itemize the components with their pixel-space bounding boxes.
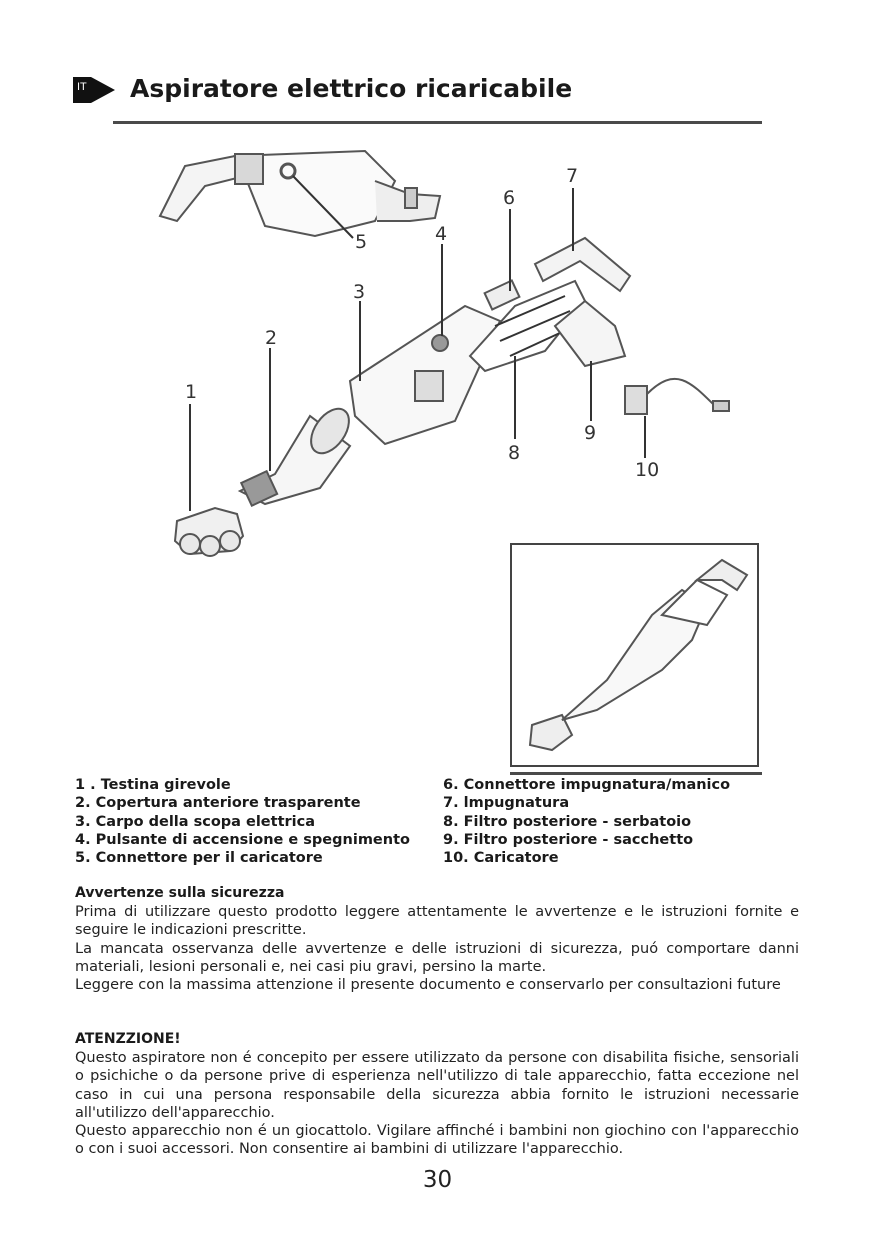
assembled-view-inset <box>510 543 759 767</box>
part-item: 2. Copertura anteriore trasparente <box>75 795 361 812</box>
handle-connector-illustration <box>485 281 520 310</box>
safety-paragraph: Leggere con la massima attenzione il presente documento e conservarlo per consultazioni future <box>75 977 781 994</box>
part-item: 10. Caricatore <box>443 850 559 867</box>
part-item: 7. lmpugnatura <box>443 795 570 812</box>
callout-7: 7 <box>566 165 579 187</box>
top-rule <box>113 121 762 124</box>
part-item: 4. Pulsante di accensione e spegnimento <box>75 831 410 848</box>
language-badge <box>73 77 115 103</box>
safety-paragraph: Prima di utilizzare questo prodotto leggere attentamente le avvertenze e le istruzioni fornite e seguire le indicazioni prescritte. <box>75 904 799 939</box>
callout-6: 6 <box>503 187 516 209</box>
front-cover-illustration <box>240 402 357 506</box>
attention-paragraph: Questo aspiratore non é concepito per essere utilizzato da persone con disabilita fisiche, sensoriali o psichiche o da persone prive di esperienza nell'utilizzo di tale apparecchio, fatta eccezione nel caso in cui una persona responsabile della sicurezza abbia fornito le istruzioni necessarie all'utilizzo dell'apparecchio. <box>75 1050 799 1121</box>
callout-1: 1 <box>185 381 198 403</box>
part-item: 9. Filtro posteriore - sacchetto <box>443 831 694 848</box>
attention-text <box>75 1049 799 1159</box>
vacuum-body-illustration <box>350 306 500 444</box>
callout-4: 4 <box>435 223 448 245</box>
callout-8: 8 <box>508 442 521 464</box>
page-title: Aspiratore elettrico ricaricabile <box>130 74 573 103</box>
part-item: 1 . Testina girevole <box>75 777 231 793</box>
charger-illustration <box>625 379 729 414</box>
attention-paragraph: Questo apparecchio non é un giocattolo. Vigilare affinché i bambini non giochino con l'apparecchio o con i suoi accessori. Non consentire ai bambini di utilizzare l'apparecchio. <box>75 1123 799 1158</box>
bottom-rule <box>510 772 762 775</box>
handle-illustration <box>535 238 630 291</box>
swivel-head-illustration <box>175 508 243 556</box>
page-number: 30 <box>422 1167 453 1193</box>
assembled-view-illustration <box>512 545 757 765</box>
part-item: 6. Connettore impugnatura/manico <box>443 777 731 793</box>
part-item: 3. Carpo della scopa elettrica <box>75 813 316 830</box>
safety-heading: Avvertenze sulla sicurezza <box>75 885 285 901</box>
attention-heading: ATENZZIONE! <box>75 1031 181 1047</box>
parts-list-left <box>75 776 435 867</box>
part-item: 5. Connettore per il caricatore <box>75 850 323 867</box>
safety-paragraph: La mancata osservanza delle avvertenze e delle istruzioni di sicurezza, puó comportare danni materiali, lesioni personali e, nei casi piu gravi, persino la marte. <box>75 940 799 975</box>
language-code: IT <box>77 81 87 93</box>
callout-3: 3 <box>353 281 366 303</box>
parts-list-right <box>443 776 763 867</box>
callout-5: 5 <box>355 231 368 253</box>
callout-10: 10 <box>635 459 660 481</box>
callout-2: 2 <box>265 327 278 349</box>
part-item: 8. Filtro posteriore - serbatoio <box>443 813 692 830</box>
safety-text <box>75 903 799 994</box>
assembled-vacuum-illustration <box>160 151 440 236</box>
callout-9: 9 <box>584 422 597 444</box>
